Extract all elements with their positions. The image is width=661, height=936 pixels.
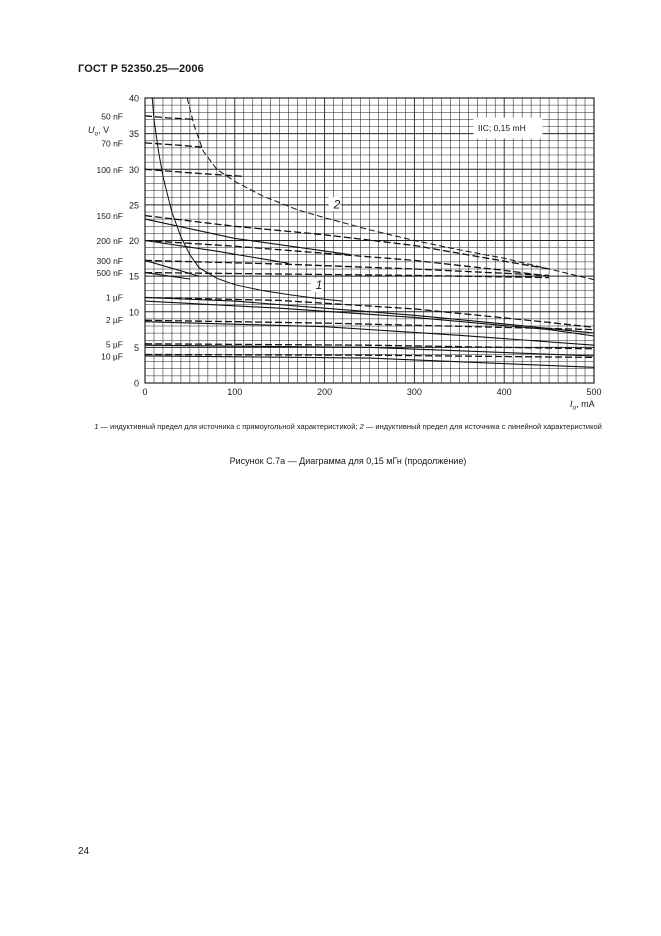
y-tick-label: 40 xyxy=(128,93,139,104)
figure-caption xyxy=(78,421,618,432)
capacitance-label: 1 µF xyxy=(105,292,123,303)
figure-title: Рисунок С.7а — Диаграмма для 0,15 мГн (продолжение) xyxy=(229,456,467,466)
y-tick-label: 15 xyxy=(128,271,139,282)
curve-label-2: 2 xyxy=(333,197,341,212)
capacitance-label: 50 nF xyxy=(101,111,123,122)
legend-box-label: IIC; 0,15 mH xyxy=(478,123,526,133)
y-tick-label: 0 xyxy=(133,378,139,389)
capacitance-label: 5 µF xyxy=(105,339,123,350)
y-tick-label: 20 xyxy=(128,236,139,246)
document-header: ГОСТ Р 52350.25—2006 xyxy=(78,63,204,75)
x-axis-label: $I_o$, mA xyxy=(570,399,595,412)
capacitance-label: 70 nF xyxy=(101,138,123,149)
y-tick-label: 35 xyxy=(128,129,139,140)
capacitance-label: 300 nF xyxy=(96,255,123,266)
voltage-current-chart xyxy=(0,0,661,420)
capacitance-label: 500 nF xyxy=(96,268,123,279)
series-line-capacitance xyxy=(145,169,244,176)
y-tick-label: 30 xyxy=(128,164,139,175)
x-tick-label: 100 xyxy=(227,387,243,397)
caption-curve-2-text: — индуктивный предел для источника с линейной характеристикой xyxy=(363,422,602,431)
y-tick-label: 10 xyxy=(128,307,139,318)
x-tick-label: 300 xyxy=(406,387,422,397)
capacitance-label: 2 µF xyxy=(105,315,123,326)
x-tick-label: 500 xyxy=(586,387,602,397)
y-axis-label: $U_o$, V xyxy=(88,125,110,138)
page-number: 24 xyxy=(78,846,90,857)
capacitance-label: 150 nF xyxy=(96,211,123,222)
curve-label-1: 1 xyxy=(315,277,323,292)
series-line-capacitance xyxy=(145,273,549,278)
y-tick-label: 25 xyxy=(128,200,139,211)
capacitance-label: 200 nF xyxy=(96,236,123,246)
capacitance-label: 10 µF xyxy=(101,351,123,362)
caption-curve-1-number: 1 xyxy=(94,422,99,431)
x-tick-label: 400 xyxy=(496,387,512,397)
series-line-capacitance xyxy=(145,116,194,120)
capacitance-label: 100 nF xyxy=(96,164,123,175)
caption-curve-2-number: 2 xyxy=(359,422,364,431)
x-tick-label: 0 xyxy=(142,387,148,397)
caption-curve-1-text: — индуктивный предел для источника с прямоугольной характеристикой; xyxy=(98,422,360,431)
y-tick-label: 5 xyxy=(133,342,139,353)
x-tick-label: 200 xyxy=(317,387,333,397)
